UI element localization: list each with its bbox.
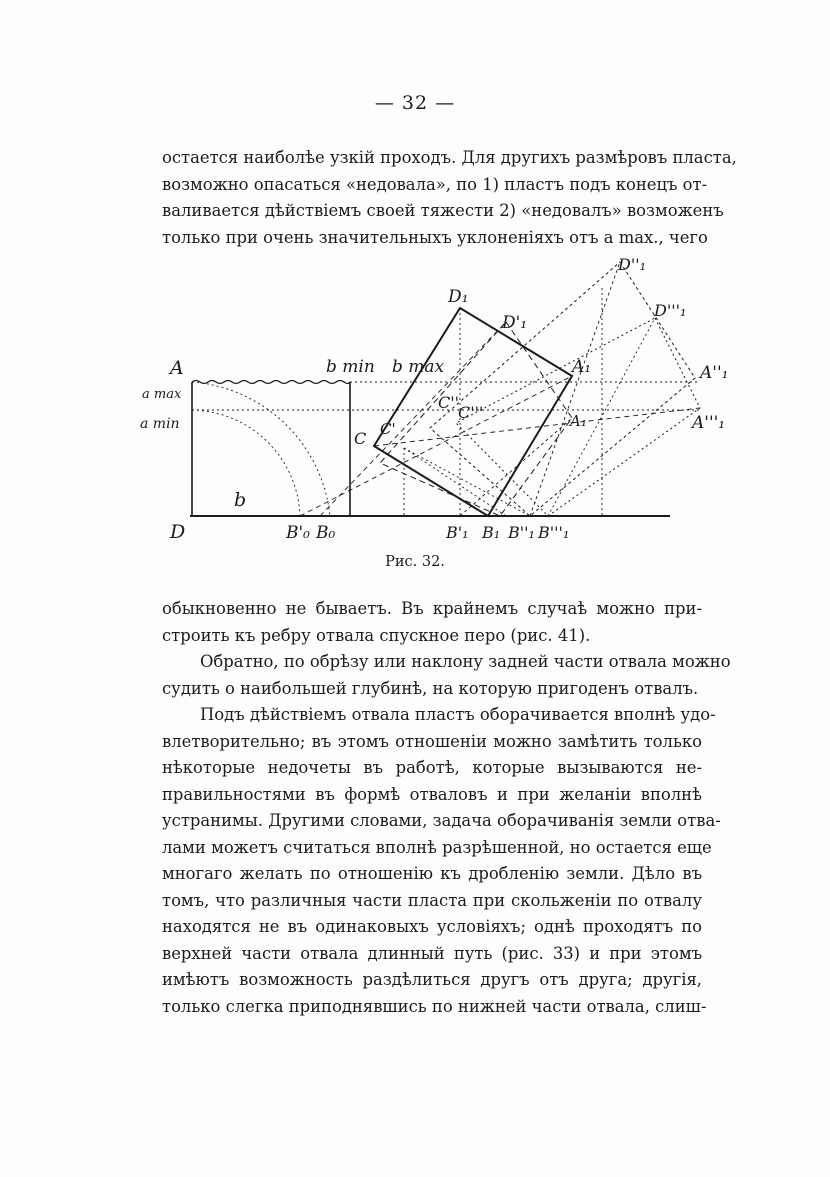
label-D: D [170,521,186,543]
arc-bmin [192,382,330,516]
label-B1-prime: B'₁ [446,523,469,542]
construction-line [460,418,572,516]
text-line: лами можетъ считаться вполнѣ разрѣшенной, но остается еще [162,837,712,857]
label-a-max: a max [142,387,182,402]
label-b-max: b max [392,357,445,377]
construction-line [374,408,700,446]
label-B1-dprime: B''₁ [508,523,535,542]
label-B0-prime: B'₀ [286,523,310,543]
label-C: C [354,429,367,448]
text-line: влетворительно; въ этомъ отношеніи можно замѣтить только [162,731,702,751]
text-line: строить къ ребру отвала спускное перо (рис. 41). [162,625,591,645]
figure-caption: Рис. 32. [385,554,445,570]
text-line: судить о наибольшей глубинѣ, на которую пригоденъ отвалъ. [162,678,699,698]
label-D1-dprime: D''₁ [618,255,647,274]
label-A1: A₁ [572,357,592,377]
text-line: имѣютъ возможность раздѣлиться другъ отъ друга; другія, [162,970,702,989]
label-D1-tprime: D'''₁ [654,301,687,320]
text-line: возможно опасаться «недовала», по 1) пластъ подъ конецъ от- [162,174,708,194]
text-line: находятся не въ одинаковыхъ условіяхъ; однѣ проходятъ по [162,917,702,936]
construction-line [300,376,572,516]
text-line: многаго желать по отношенію къ дробленію земли. Дѣло въ [162,864,702,883]
paragraph-bottom [162,596,731,1020]
text-line: томъ, что различныя части пласта при скольженіи по отвалу [162,890,702,910]
text-line: остается наиболѣе узкій проходъ. Для другихъ размѣровъ пласта, [162,148,737,167]
label-C1-prime: C' [380,420,396,438]
text-line: валивается дѣйствіемъ своей тяжести 2) «недовалъ» возможенъ [162,201,724,220]
label-D1-prime: D'₁ [502,313,528,333]
text-line: нѣкоторые недочеты въ работѣ, которые вызываются не- [162,758,702,777]
figure-32 [130,248,729,578]
text-line: только слегка приподнявшись по нижней части отвала, слиш- [162,996,707,1016]
text-line: обыкновенно не бываетъ. Въ крайнемъ случаѣ можно при- [162,599,702,618]
construction-line [404,448,506,516]
text-line: только при очень значительныхъ уклоненіяхъ отъ a max., чего [162,227,708,247]
label-B0: B₀ [316,523,336,543]
text-line: правильностями въ формѣ отваловъ и при желаніи вполнѣ [162,784,702,804]
slice-top-edge [192,381,350,384]
label-B1-tprime: B'''₁ [538,523,570,542]
label-C-dprime: C'' [438,393,460,412]
label-a-min: a min [140,416,180,432]
label-D1: D₁ [448,287,469,307]
label-A: A [170,357,184,379]
label-A1-b: A₁ [570,412,587,430]
page-number: — 32 — [374,92,456,114]
construction-line [548,318,655,516]
text-line: Подъ дѣйствіемъ отвала пластъ оборачивается вполнѣ удо- [200,705,716,724]
text-line: верхней части отвала длинный путь (рис. 33) и при этомъ [162,943,702,963]
label-C-tprime: C''' [458,403,484,422]
label-A1-tprime: A'''₁ [692,413,726,433]
label-A1-dprime: A''₁ [700,363,729,383]
label-B1: B₁ [482,523,501,542]
text-line: Обратно, по обрѣзу или наклону задней части отвала можно [200,652,731,671]
label-b-min: b min [326,357,375,377]
paragraph-top [162,145,737,251]
plow-diagram [130,248,729,578]
text-line: устранимы. Другими словами, задача оборачиванія земли отва- [162,811,721,830]
label-b: b [234,489,247,511]
